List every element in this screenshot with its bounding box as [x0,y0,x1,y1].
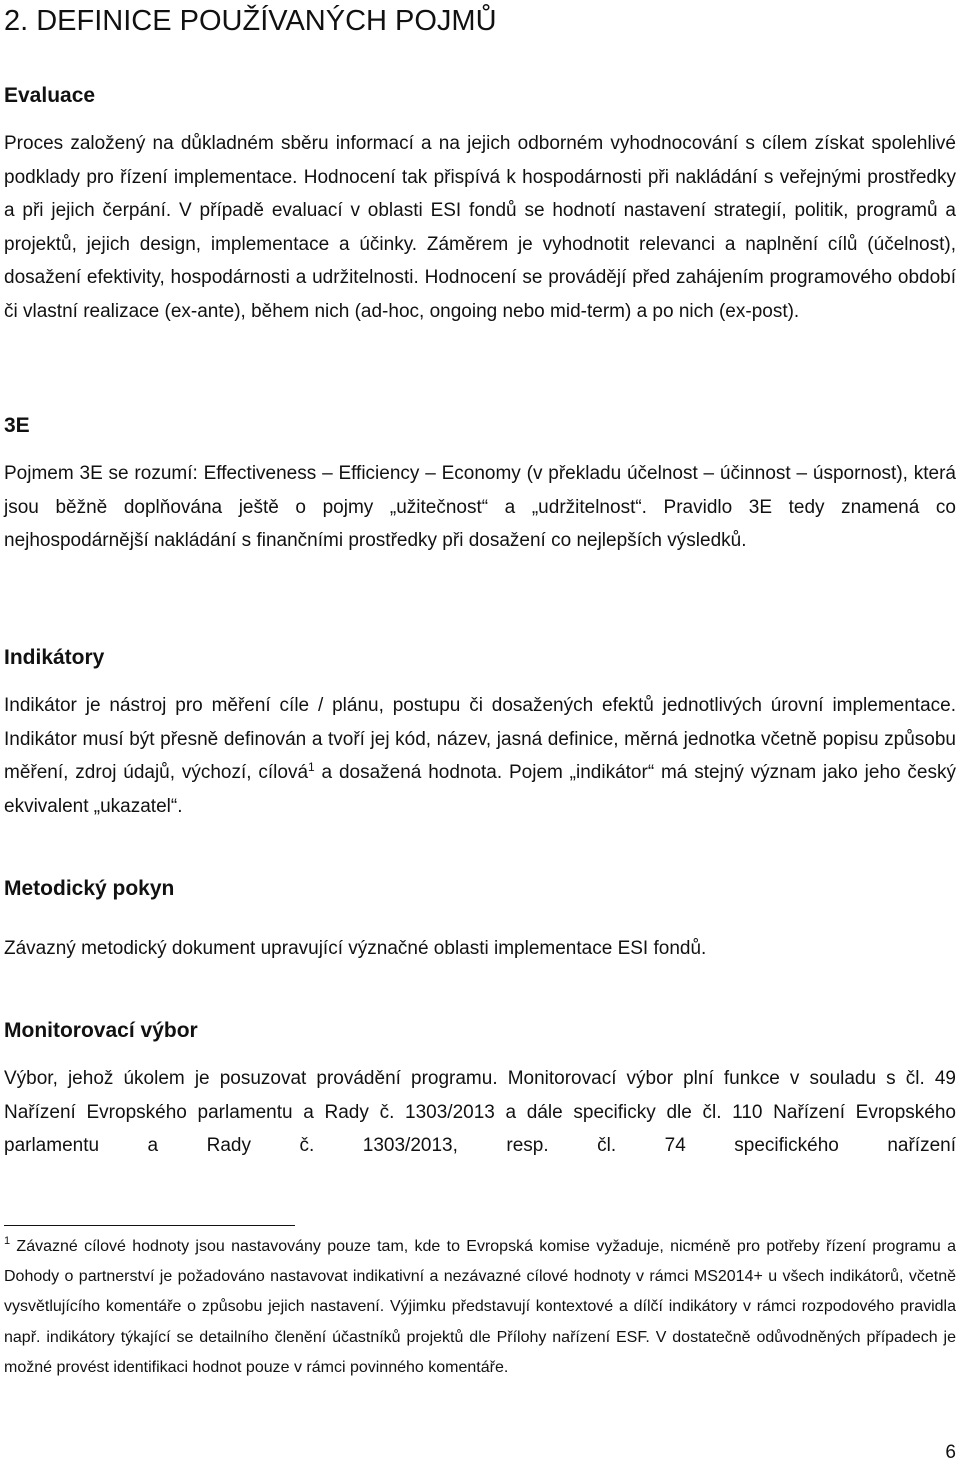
paragraph-indikatory [4,689,956,823]
heading-indikatory: Indikátory [4,646,105,669]
paragraph-monitorovaci-vybor: Výbor, jehož úkolem je posuzovat provádění programu. Monitorovací výbor plní funkce v souladu s čl. 49 Nařízení Evropského parlamentu a Rady č. 1303/2013 a dále specificky dle čl. 110 Nařízení Evropského parlamentu a Rady č. 1303/2013, resp. čl. 74 specifického nařízení [4,1068,956,1156]
heading-3e: 3E [4,414,30,437]
page-title: 2. DEFINICE POUŽÍVANÝCH POJMŮ [4,5,497,37]
heading-metodicky-pokyn: Metodický pokyn [4,877,175,900]
heading-evaluace: Evaluace [4,84,96,107]
page-number: 6 [945,1442,956,1463]
paragraph-indikatory-part1: Indikátor je nástroj pro měření cíle / plánu, postupu či dosažených efektů jednotlivých úrovní implementace. Indikátor musí být přesně definován a tvoří jej kód, název, jasná definice, měrná jednotka včetně popisu způsobu měření, zdroj údajů, výchozí, cílová [4,695,956,783]
footnote [4,1232,956,1383]
footnote-number: 1 [4,1235,11,1247]
footnote-separator [4,1225,295,1226]
footnote-reference: 1 [308,760,315,774]
heading-monitorovaci-vybor: Monitorovací výbor [4,1019,198,1042]
footnote-text: Závazné cílové hodnoty jsou nastavovány pouze tam, kde to Evropská komise vyžaduje, nicméně pro potřeby řízení programu a Dohody o partnerství je požadováno nastavovat indikativní a nezávazné cílové hodnoty v rámci MS2014+ u všech indikátorů, včetně vysvětlujícího komentáře o způsobu jejich nastavení. Výjimku představují kontextové a dílčí indikátory v rámci rozpodového pravidla např. indikátory týkající se detailního členění účastníků projektů dle Přílohy nařízení ESF. V dostatečně odůvodněných případech je možné provést identifikaci hodnot pouze v rámci povinného komentáře. [4,1238,956,1376]
paragraph-metodicky-pokyn: Závazný metodický dokument upravující význačné oblasti implementace ESI fondů. [4,938,707,959]
paragraph-indikatory-part2: a dosažená hodnota. Pojem „indikátor“ má stejný význam jako jeho český ekvivalent „ukazatel“. [4,762,956,817]
paragraph-evaluace: Proces založený na důkladném sběru informací a na jejich odborném vyhodnocování s cílem získat spolehlivé podklady pro řízení implementace. Hodnocení tak přispívá k hospodárnosti při nakládání s veřejnými prostředky a při jejich čerpání. V případě evaluací v oblasti ESI fondů se hodnotí nastavení strategií, politik, programů a projektů, jejich design, implementace a účinky. Záměrem je vyhodnotit relevanci a naplnění cílů (účelnost), dosažení efektivity, hospodárnosti a udržitelnosti. Hodnocení se provádějí před zahájením programového období či vlastní realizace (ex-ante), během nich (ad-hoc, ongoing nebo mid-term) a po nich (ex-post). [4,133,956,322]
paragraph-3e: Pojmem 3E se rozumí: Effectiveness – Efficiency – Economy (v překladu účelnost – účinnost – úspornost), která jsou běžně doplňována ještě o pojmy „užitečnost“ a „udržitelnost“. Pravidlo 3E tedy znamená co nejhospodárnější nakládání s finančními prostředky při dosažení co nejlepších výsledků. [4,463,956,551]
